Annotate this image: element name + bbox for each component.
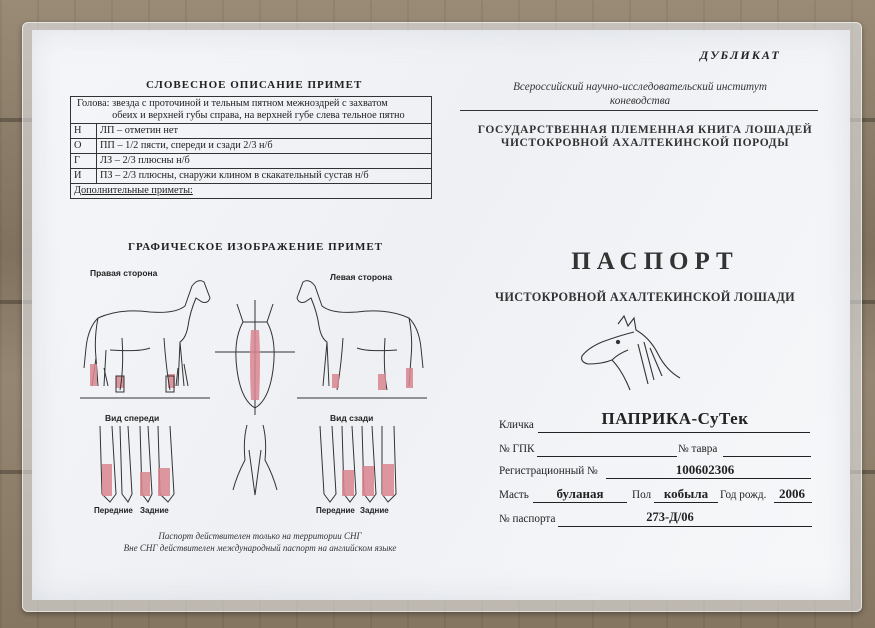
gpk-line [537, 456, 677, 457]
horse-name: ПАПРИКА-СуТек [601, 409, 749, 428]
legs-rear-view-drawing [316, 424, 402, 506]
left-side-label: Левая сторона [330, 272, 393, 282]
leg-letter: О [71, 139, 97, 154]
leg-letter: Г [71, 154, 97, 169]
leg-text: ЛП – отметин нет [97, 124, 432, 139]
sex-label: Пол [632, 489, 652, 501]
gpk-label: № ГПК [499, 443, 535, 455]
passport-no-label: № паспорта [499, 513, 556, 525]
reg-label: Регистрационный № [499, 465, 598, 477]
validity-note-line2: Вне СНГ действителен международный паспорт на английском языке [123, 543, 397, 553]
description-table [70, 96, 432, 199]
head-text: звезда с проточиной и тельным пятном межноздрей с захватом обеих и верхней губы справа, на верхней губе слева тельное пятно [112, 98, 405, 121]
description-title: СЛОВЕСНОЕ ОПИСАНИЕ ПРИМЕТ [146, 79, 363, 91]
leg-letter: И [71, 169, 97, 184]
validity-note-line1: Паспорт действителен только на территории СНГ [158, 531, 362, 541]
head-label: Голова: [77, 98, 110, 109]
brand-line [723, 456, 811, 457]
validity-note [70, 530, 450, 554]
leg-row [71, 139, 432, 154]
reg-line [606, 478, 811, 479]
leg-text: ПП – 1/2 пясти, спереди и сзади 2/3 н/б [97, 139, 432, 154]
sex-line [654, 502, 718, 503]
head-row [71, 97, 432, 124]
studbook-line2: ЧИСТОКРОВНОЙ АХАЛТЕКИНСКОЙ ПОРОДЫ [500, 137, 790, 149]
studbook-title [470, 124, 820, 150]
name-line [538, 432, 810, 433]
studbook-line1: ГОСУДАРСТВЕННАЯ ПЛЕМЕННАЯ КНИГА ЛОШАДЕЙ [477, 124, 813, 136]
extra-markings: Дополнительные приметы: [71, 184, 432, 199]
horse-head-and-tail-drawing [215, 300, 295, 500]
graphic-title: ГРАФИЧЕСКОЕ ИЗОБРАЖЕНИЕ ПРИМЕТ [128, 241, 384, 253]
color-line [533, 502, 627, 503]
registration-number: 100602306 [675, 462, 735, 477]
leg-row [71, 124, 432, 139]
leg-letter: Н [71, 124, 97, 139]
name-label: Кличка [499, 419, 534, 431]
institute-name [470, 80, 810, 108]
hind-legs-label: Задние [140, 506, 169, 515]
horse-right-side-drawing [80, 268, 215, 408]
extra-row [71, 184, 432, 199]
horse-left-side-drawing [292, 268, 427, 408]
horse-sex: кобыла [663, 486, 709, 501]
horse-color: буланая [556, 486, 604, 501]
leg-row [71, 169, 432, 184]
duplicate-stamp: ДУБЛИКАТ [700, 48, 781, 62]
horse-head-emblem [578, 314, 688, 398]
front-legs-label: Передние [94, 506, 133, 515]
brand-label: № тавра [678, 443, 718, 455]
leg-text: ЛЗ – 2/3 плюсны н/б [97, 154, 432, 169]
institute-line2: коневодства [609, 95, 671, 107]
institute-rule [460, 110, 818, 111]
color-label: Масть [499, 489, 529, 501]
year-line [774, 502, 812, 503]
hind-legs-label-rear: Задние [360, 506, 389, 515]
leg-row [71, 154, 432, 169]
rear-view-label: Вид сзади [330, 413, 374, 423]
right-side-label: Правая сторона [90, 268, 158, 278]
passport-number: 273-Д/06 [646, 510, 694, 524]
front-view-label: Вид спереди [105, 413, 160, 423]
passport-title: ПАСПОРТ [571, 248, 739, 275]
year-label: Год рожд. [720, 489, 767, 501]
legs-front-view-drawing [94, 424, 180, 506]
passport-no-line [558, 526, 812, 527]
passport-subtitle: ЧИСТОКРОВНОЙ АХАЛТЕКИНСКОЙ ЛОШАДИ [495, 290, 795, 304]
institute-line1: Всероссийский научно-исследовательский институт [513, 81, 767, 93]
birth-year: 2006 [779, 486, 805, 501]
front-legs-label-rear: Передние [316, 506, 355, 515]
leg-text: ПЗ – 2/3 плюсны, снаружи клином в скакательный сустав н/б [97, 169, 432, 184]
